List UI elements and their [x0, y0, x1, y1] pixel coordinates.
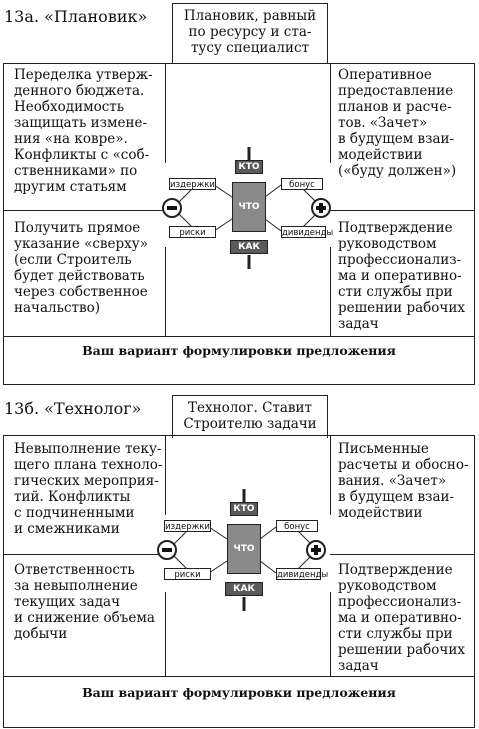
text-line: («буду должен») — [338, 163, 457, 179]
text-line: защищать измене- — [14, 115, 148, 131]
text-line: Невыполнение теку- — [14, 441, 162, 457]
divider — [3, 676, 475, 677]
text-line: щего плана техноло- — [14, 457, 163, 473]
top-box-line: Технолог. Ставит — [187, 400, 312, 416]
text-line: тий. Конфликты — [14, 489, 131, 505]
top-box-line: тусу специалист — [190, 40, 310, 56]
risks-tag: риски — [169, 226, 216, 238]
text-line: денного бюджета. — [14, 83, 145, 99]
risks-tag: риски — [164, 568, 211, 580]
text-line: профессионализ- — [338, 252, 462, 268]
section-label: 13а. «Плановик» — [4, 7, 148, 26]
center-diagram — [160, 147, 335, 269]
text-line: Подтверждение — [338, 562, 453, 578]
proposal-footer: Ваш вариант формулировки предложения — [82, 685, 396, 700]
text-line: Переделка утверж- — [14, 67, 153, 83]
kto-label: КТО — [235, 160, 263, 174]
text-line: Конфликты с «соб- — [14, 147, 150, 163]
chto-label: ЧТО — [227, 524, 261, 574]
text-line: сти службы при — [338, 284, 453, 300]
divider — [330, 554, 475, 555]
bottom-left-text — [14, 220, 148, 316]
text-line: (если Строитель — [14, 252, 132, 268]
section-label: 13б. «Технолог» — [4, 399, 142, 418]
text-line: с подчиненными — [14, 505, 135, 521]
text-line: ственниками» по — [14, 163, 138, 179]
kto-label: КТО — [230, 502, 258, 516]
divider — [330, 435, 331, 515]
top-left-text — [14, 441, 162, 537]
text-line: через собственное — [14, 284, 148, 300]
text-line: руководством — [338, 236, 437, 252]
bonus-tag: бонус — [276, 520, 318, 532]
text-line: тов. «Зачет» — [338, 115, 428, 131]
top-box-line: Плановик, равный — [183, 8, 317, 24]
text-line: Письменные — [338, 441, 429, 457]
text-line: решении рабочих — [338, 300, 465, 316]
dividends-tag: дивиденды — [277, 570, 329, 580]
center-diagram — [155, 489, 330, 611]
text-line: будет действовать — [14, 268, 145, 284]
top-left-text — [14, 67, 153, 195]
text-line: вания. «Зачет» — [338, 473, 447, 489]
text-line: Подтверждение — [338, 220, 453, 236]
divider — [330, 210, 475, 211]
minus-circle-icon — [157, 540, 177, 560]
text-line: ма и оперативно- — [338, 268, 462, 284]
bonus-tag: бонус — [281, 178, 323, 190]
text-line: в будущем взаи- — [338, 489, 455, 505]
text-line: указание «сверху» — [14, 236, 148, 252]
text-line: добычи — [14, 626, 68, 642]
top-box — [172, 3, 328, 64]
divider — [3, 210, 165, 211]
plus-circle-icon — [306, 540, 326, 560]
text-line: текущих задач — [14, 594, 120, 610]
text-line: и смежниками — [14, 521, 120, 537]
divider — [3, 336, 475, 337]
text-line: ния «на ковре». — [14, 131, 128, 147]
text-line: предоставление — [338, 83, 454, 99]
proposal-footer: Ваш вариант формулировки предложения — [82, 343, 396, 358]
top-box — [172, 395, 328, 438]
costs-tag: издержки — [165, 522, 210, 532]
text-line: в будущем взаи- — [338, 131, 455, 147]
text-line: Оперативное — [338, 67, 432, 83]
kak-label: КАК — [230, 240, 268, 254]
text-line: решении рабочих — [338, 642, 465, 658]
dividends-tag: дивиденды — [282, 228, 334, 238]
divider — [3, 554, 165, 555]
kak-label: КАК — [225, 582, 263, 596]
text-line: сти службы при — [338, 626, 453, 642]
text-line: модействии — [338, 147, 423, 163]
text-line: профессионализ- — [338, 594, 462, 610]
text-line: Необходимость — [14, 99, 125, 115]
text-line: руководством — [338, 578, 437, 594]
minus-circle-icon — [162, 198, 182, 218]
text-line: задач — [338, 316, 379, 332]
text-line: другим статьям — [14, 179, 127, 195]
text-line: задач — [338, 658, 379, 674]
text-line: и снижение объема — [14, 610, 155, 626]
text-line: расчеты и обосно- — [338, 457, 469, 473]
text-line: гических мероприя- — [14, 473, 159, 489]
bottom-right-text — [338, 562, 465, 674]
text-line: Получить прямое — [14, 220, 141, 236]
text-line: планов и расче- — [338, 99, 452, 115]
chto-label: ЧТО — [232, 182, 266, 232]
text-line: начальство) — [14, 300, 100, 316]
bottom-left-text — [14, 562, 155, 642]
bottom-right-text — [338, 220, 465, 332]
top-right-text — [338, 441, 469, 521]
text-line: ма и оперативно- — [338, 610, 462, 626]
costs-tag: издержки — [170, 180, 215, 190]
text-line: модействии — [338, 505, 423, 521]
plus-circle-icon — [311, 198, 331, 218]
text-line: за невыполнение — [14, 578, 138, 594]
top-box-line: Строителю задачи — [183, 416, 317, 432]
text-line: Ответственность — [14, 562, 135, 578]
top-box-line: по ресурсу и ста- — [188, 24, 312, 40]
top-right-text — [338, 67, 456, 179]
divider — [330, 592, 331, 676]
